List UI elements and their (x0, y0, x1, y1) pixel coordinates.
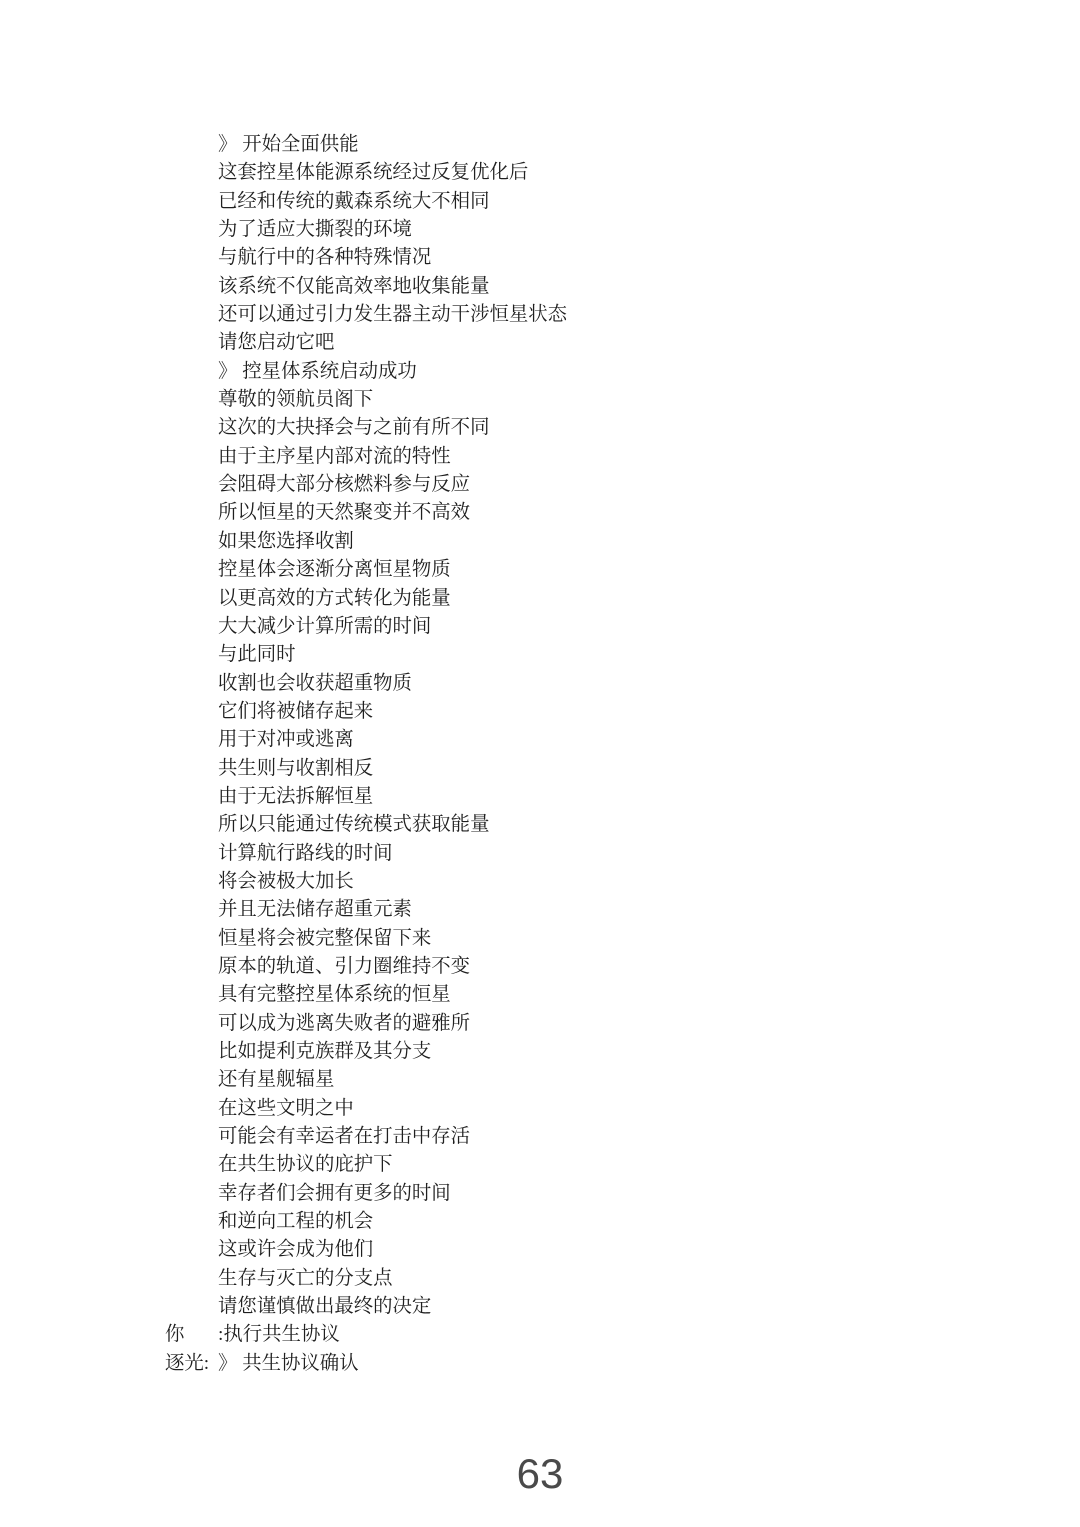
line-text: 》 控星体系统启动成功 (218, 360, 417, 382)
line-text: 这或许会成为他们 (218, 1239, 374, 1261)
transcript-line (165, 1010, 1025, 1038)
transcript-line (165, 896, 1025, 924)
line-text: 由于主序星内部对流的特性 (218, 445, 451, 467)
transcript-line (165, 1066, 1025, 1094)
line-text: 由于无法拆解恒星 (218, 785, 374, 807)
transcript-line (165, 273, 1025, 301)
transcript-line (165, 556, 1025, 584)
transcript-line (165, 414, 1025, 442)
line-text: 还可以通过引力发生器主动干涉恒星状态 (218, 304, 568, 326)
transcript-line (165, 471, 1025, 499)
line-text: 尊敬的领航员阁下 (218, 389, 374, 411)
transcript-line (165, 755, 1025, 783)
transcript-line (165, 131, 1025, 159)
transcript-line (165, 528, 1025, 556)
transcript-line (165, 244, 1025, 272)
line-text: 生存与灭亡的分支点 (218, 1267, 393, 1289)
transcript-line (165, 358, 1025, 386)
transcript-line (165, 868, 1025, 896)
line-text: 》 共生协议确认 (218, 1352, 359, 1374)
transcript-line (165, 1151, 1025, 1179)
line-text: 并且无法储存超重元素 (218, 899, 412, 921)
line-text: 收割也会收获超重物质 (218, 672, 412, 694)
transcript-line (165, 585, 1025, 613)
transcript-line (165, 159, 1025, 187)
transcript-block (165, 131, 1025, 1378)
line-text: 可以成为逃离失败者的避雅所 (218, 1012, 471, 1034)
transcript-line (165, 726, 1025, 754)
line-text: 还有星舰辐星 (218, 1069, 335, 1091)
line-text: 共生则与收割相反 (218, 757, 374, 779)
transcript-line (165, 981, 1025, 1009)
line-text: 用于对冲或逃离 (218, 729, 354, 751)
transcript-line (165, 698, 1025, 726)
line-text: 具有完整控星体系统的恒星 (218, 984, 451, 1006)
line-text: 所以恒星的天然聚变并不高效 (218, 502, 471, 524)
transcript-line (165, 216, 1025, 244)
line-text: 幸存者们会拥有更多的时间 (218, 1182, 451, 1204)
page-number: 63 (516, 1450, 564, 1497)
line-text: 与此同时 (218, 644, 296, 666)
line-text: 大大减少计算所需的时间 (218, 615, 432, 637)
transcript-line (165, 1180, 1025, 1208)
transcript-line (165, 1123, 1025, 1151)
line-text: 为了适应大撕裂的环境 (218, 219, 412, 241)
transcript-line (165, 1236, 1025, 1264)
transcript-line (165, 670, 1025, 698)
transcript-line (165, 1208, 1025, 1236)
transcript-line (165, 443, 1025, 471)
line-text: 以更高效的方式转化为能量 (218, 587, 451, 609)
transcript-line (165, 953, 1025, 981)
transcript-line (165, 811, 1025, 839)
line-text: 在这些文明之中 (218, 1097, 354, 1119)
line-text: 比如提利克族群及其分支 (218, 1041, 432, 1062)
line-text: 原本的轨道、引力圈维持不变 (218, 955, 471, 977)
transcript-line (165, 329, 1025, 357)
transcript-line (165, 1095, 1025, 1123)
line-text: 将会被极大加长 (218, 870, 354, 892)
line-text: 所以只能通过传统模式获取能量 (218, 814, 490, 836)
transcript-line (165, 301, 1025, 329)
transcript-line (165, 386, 1025, 414)
transcript-line (165, 641, 1025, 669)
transcript-line (165, 840, 1025, 868)
transcript-line (165, 1038, 1025, 1066)
line-text: 请您谨慎做出最终的决定 (218, 1296, 432, 1318)
transcript-line (165, 1350, 1025, 1378)
transcript-line (165, 188, 1025, 216)
line-text: 可能会有幸运者在打击中存活 (218, 1126, 471, 1148)
line-text: 已经和传统的戴森系统大不相同 (218, 190, 490, 212)
line-text: 会阻碍大部分核燃料参与反应 (218, 474, 471, 496)
line-text: 在共生协议的庇护下 (218, 1154, 393, 1176)
line-text: 计算航行路线的时间 (218, 842, 393, 864)
transcript-line (165, 1265, 1025, 1293)
line-text: 它们将被储存起来 (218, 700, 374, 722)
speaker-label: 逐光: (165, 1352, 210, 1374)
line-text: 》 开始全面供能 (218, 134, 359, 155)
transcript-line (165, 613, 1025, 641)
transcript-line (165, 499, 1025, 527)
line-text: 这套控星体能源系统经过反复优化后 (218, 162, 529, 184)
line-text: 如果您选择收割 (218, 530, 354, 552)
line-text: 该系统不仅能高效率地收集能量 (218, 275, 490, 297)
line-text: 和逆向工程的机会 (218, 1211, 374, 1233)
line-text: :执行共生协议 (218, 1324, 340, 1346)
line-text: 与航行中的各种特殊情况 (218, 247, 432, 269)
transcript-line (165, 1293, 1025, 1321)
transcript-line (165, 925, 1025, 953)
line-text: 请您启动它吧 (218, 332, 335, 354)
speaker-label: 你 (165, 1324, 185, 1346)
transcript-line (165, 783, 1025, 811)
transcript-line (165, 1321, 1025, 1349)
line-text: 控星体会逐渐分离恒星物质 (218, 559, 451, 581)
line-text: 恒星将会被完整保留下来 (218, 927, 432, 949)
line-text: 这次的大抉择会与之前有所不同 (218, 417, 490, 439)
